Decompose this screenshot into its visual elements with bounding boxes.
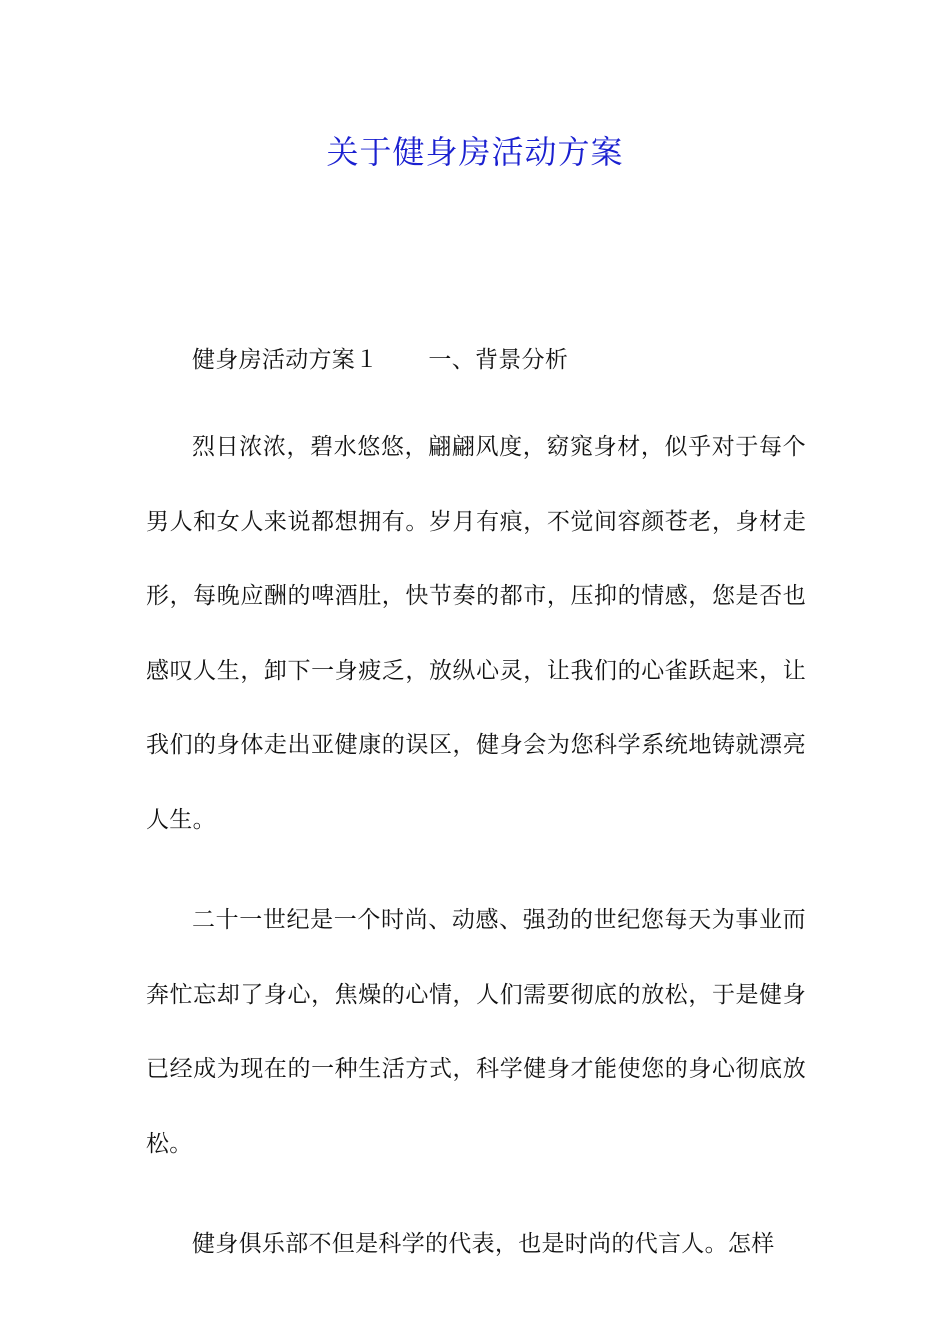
- section-label: 健身房活动方案１: [192, 347, 379, 373]
- paragraph-fitness-club: 健身俱乐部不但是科学的代表，也是时尚的代言人。怎样: [192, 1231, 775, 1257]
- document-body: [146, 336, 806, 1308]
- section-heading: 一、背景分析: [428, 347, 569, 373]
- paragraph-background: 烈日浓浓，碧水悠悠，翩翩风度，窈窕身材，似乎对于每个男人和女人来说都想拥有。岁月有痕，不觉间容颜苍老，身材走形，每晚应酬的啤酒肚，快节奏的都市，压抑的情感，您是否也感叹人生，卸下一身疲乏，放纵心灵，让我们的心雀跃起来，让我们的身体走出亚健康的误区，健身会为您科学系统地铸就漂亮人生。: [146, 434, 806, 833]
- section-heading-line: [146, 336, 806, 384]
- paragraph-twenty-first-century: 二十一世纪是一个时尚、动感、强劲的世纪您每天为事业而奔忙忘却了身心，焦燥的心情，人们需要彻底的放松，于是健身已经成为现在的一种生活方式，科学健身才能使您的身心彻底放松。: [146, 907, 806, 1157]
- document-title: 关于健身房活动方案: [326, 133, 624, 171]
